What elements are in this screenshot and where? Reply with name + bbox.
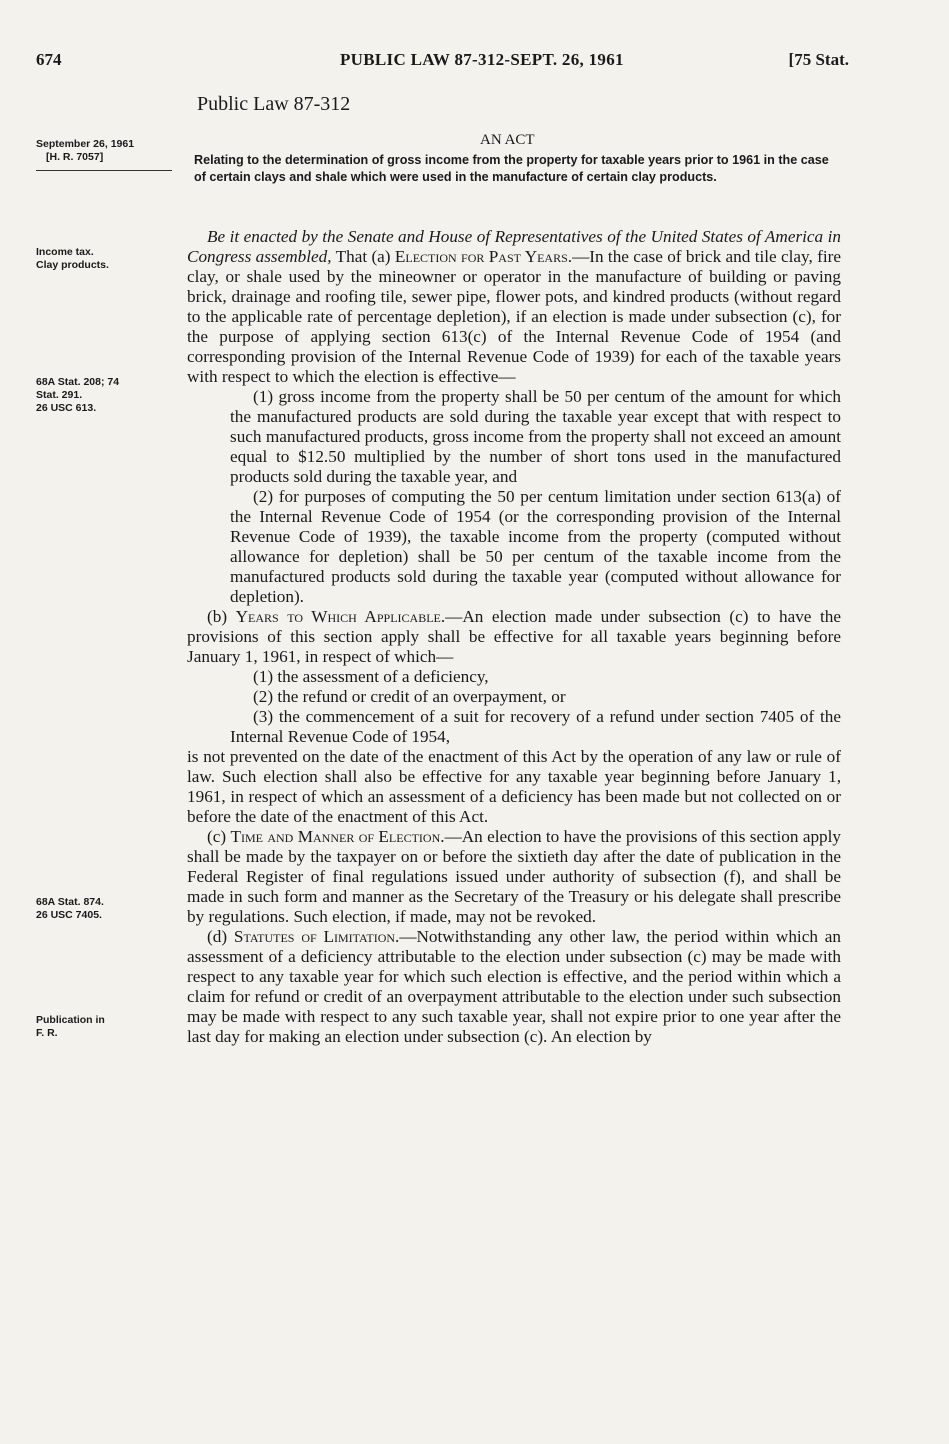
running-header (36, 50, 849, 80)
section-a-paragraph-2: (2) for purposes of computing the 50 per centum limitation under section 613(a) of the Internal Revenue Code of 1954 (or the corresponding provision of the Internal Revenue Code of 1939), the taxable income from the property (computed without allowance for depletion) shall be 50 per centum of the taxable income from the manufactured products sold during the taxable year (computed without allowance for depletion). (230, 487, 841, 606)
section-b-item-1: (1) the assessment of a deficiency, (253, 667, 489, 686)
margin-note-publication (36, 1014, 186, 1040)
section-c-heading: Time and Manner of Election. (230, 827, 445, 846)
subject-income-tax: Income tax. (36, 246, 94, 258)
act-heading: AN ACT (480, 132, 535, 148)
section-a-paragraph-1: (1) gross income from the property shall be 50 per centum of the amount for which the manufactured products are sold during the taxable year except that with respect to such manufactured products, gross income from the property shall not exceed an amount equal to $12.50 multiplied by the number of short tons used in the manufactured products sold during the taxable year, and (230, 387, 841, 486)
margin-rule (36, 170, 172, 171)
act-body (187, 227, 841, 1047)
citation-line: 68A Stat. 874. (36, 896, 104, 908)
publication-line: F. R. (36, 1027, 58, 1039)
act-description (194, 152, 842, 185)
section-a-heading: Election for Past Years. (394, 247, 573, 266)
margin-note-date (36, 138, 186, 171)
section-b-item-3: (3) the commencement of a suit for recovery of a refund under section 7405 of the Internal Revenue Code of 1954, (230, 707, 841, 746)
citation-line: Stat. 291. (36, 389, 83, 401)
section-b-tail: is not prevented on the date of the enactment of this Act by the operation of any law or rule of law. Such election shall also be effective for any taxable year beginning before January 1, 1961, in respect of which an assessment of a deficiency has been made but not collected on or before the date of the enactment of this Act. (187, 747, 841, 826)
citation-line: 26 USC 7405. (36, 909, 102, 921)
statute-reference: [75 Stat. (788, 50, 849, 69)
law-title: Public Law 87-312 (197, 93, 351, 115)
act-description-text: Relating to the determination of gross income from the property for taxable years prior to 1961 in the case of certain clays and shale which were used in the manufacture of certain clay products. (194, 153, 829, 184)
section-b-text: —An election made under subsection (c) to have the provisions of this section apply shall be effective for all taxable years beginning before January 1, 1961, in respect of which— (187, 607, 841, 666)
section-b-heading: Years to Which Applicable. (235, 607, 446, 626)
citation-line: 26 USC 613. (36, 402, 97, 414)
section-c-text: —An election to have the provisions of this section apply shall be made by the taxpayer on or before the sixtieth day after the date of publication in the Federal Register of final regulations issued under authority of subsection (f), and shall be made in such form and manner as the Secretary of the Treasury or his delegate shall prescribe by regulations. Such election, if made, may not be revoked. (187, 827, 842, 926)
margin-note-citation-613 (36, 376, 186, 415)
section-c-label: (c) (207, 827, 227, 846)
section-d-heading: Statutes of Limitation. (233, 927, 400, 946)
margin-note-citation-7405 (36, 896, 186, 922)
section-b-item-2: (2) the refund or credit of an overpayment, or (253, 687, 566, 706)
section-a (187, 227, 841, 387)
section-a-text: —In the case of brick and tile clay, fire clay, or shale used by the mineowner or operator in the manufacture of building or paving brick, drainage and roofing tile, sewer pipe, flower pots, and kindred products (without regard to the applicable rate of percentage depletion), if an election is made under subsection (c), for the purpose of applying section 613(c) of the Internal Revenue Code of 1954 (and corresponding provision of the Internal Revenue Code of 1939) for each of the taxable years with respect to which the election is effective— (187, 247, 842, 386)
section-d-text: —Notwithstanding any other law, the period within which an assessment of a deficiency attributable to the election under subsection (c) may be made with respect to any taxable year for which such election is effective, and the period within which a claim for refund or credit of an overpayment attributable to the election under such subsection may be made with respect to any such taxable year, shall not expire prior to one year after the last day for making an election under subsection (c). An election by (187, 927, 841, 1046)
margin-note-subject (36, 246, 186, 272)
section-d-label: (d) (207, 927, 228, 946)
running-title: PUBLIC LAW 87-312-SEPT. 26, 1961 (340, 50, 624, 69)
section-b-label: (b) (207, 607, 228, 626)
citation-line: 68A Stat. 208; 74 (36, 376, 120, 388)
subject-clay-products: Clay products. (36, 259, 109, 271)
bill-number: [H. R. 7057] (46, 151, 104, 163)
page-number: 674 (36, 50, 62, 69)
section-d (187, 927, 841, 1047)
section-b (187, 607, 841, 667)
section-c (187, 827, 841, 927)
section-a-intro: That (a) (335, 247, 391, 266)
publication-line: Publication in (36, 1014, 105, 1026)
enacting-clause: Be it enacted by the Senate and House of Representatives of the United States of America in Congress assembled, (187, 227, 841, 266)
enactment-date: September 26, 1961 (36, 138, 135, 150)
